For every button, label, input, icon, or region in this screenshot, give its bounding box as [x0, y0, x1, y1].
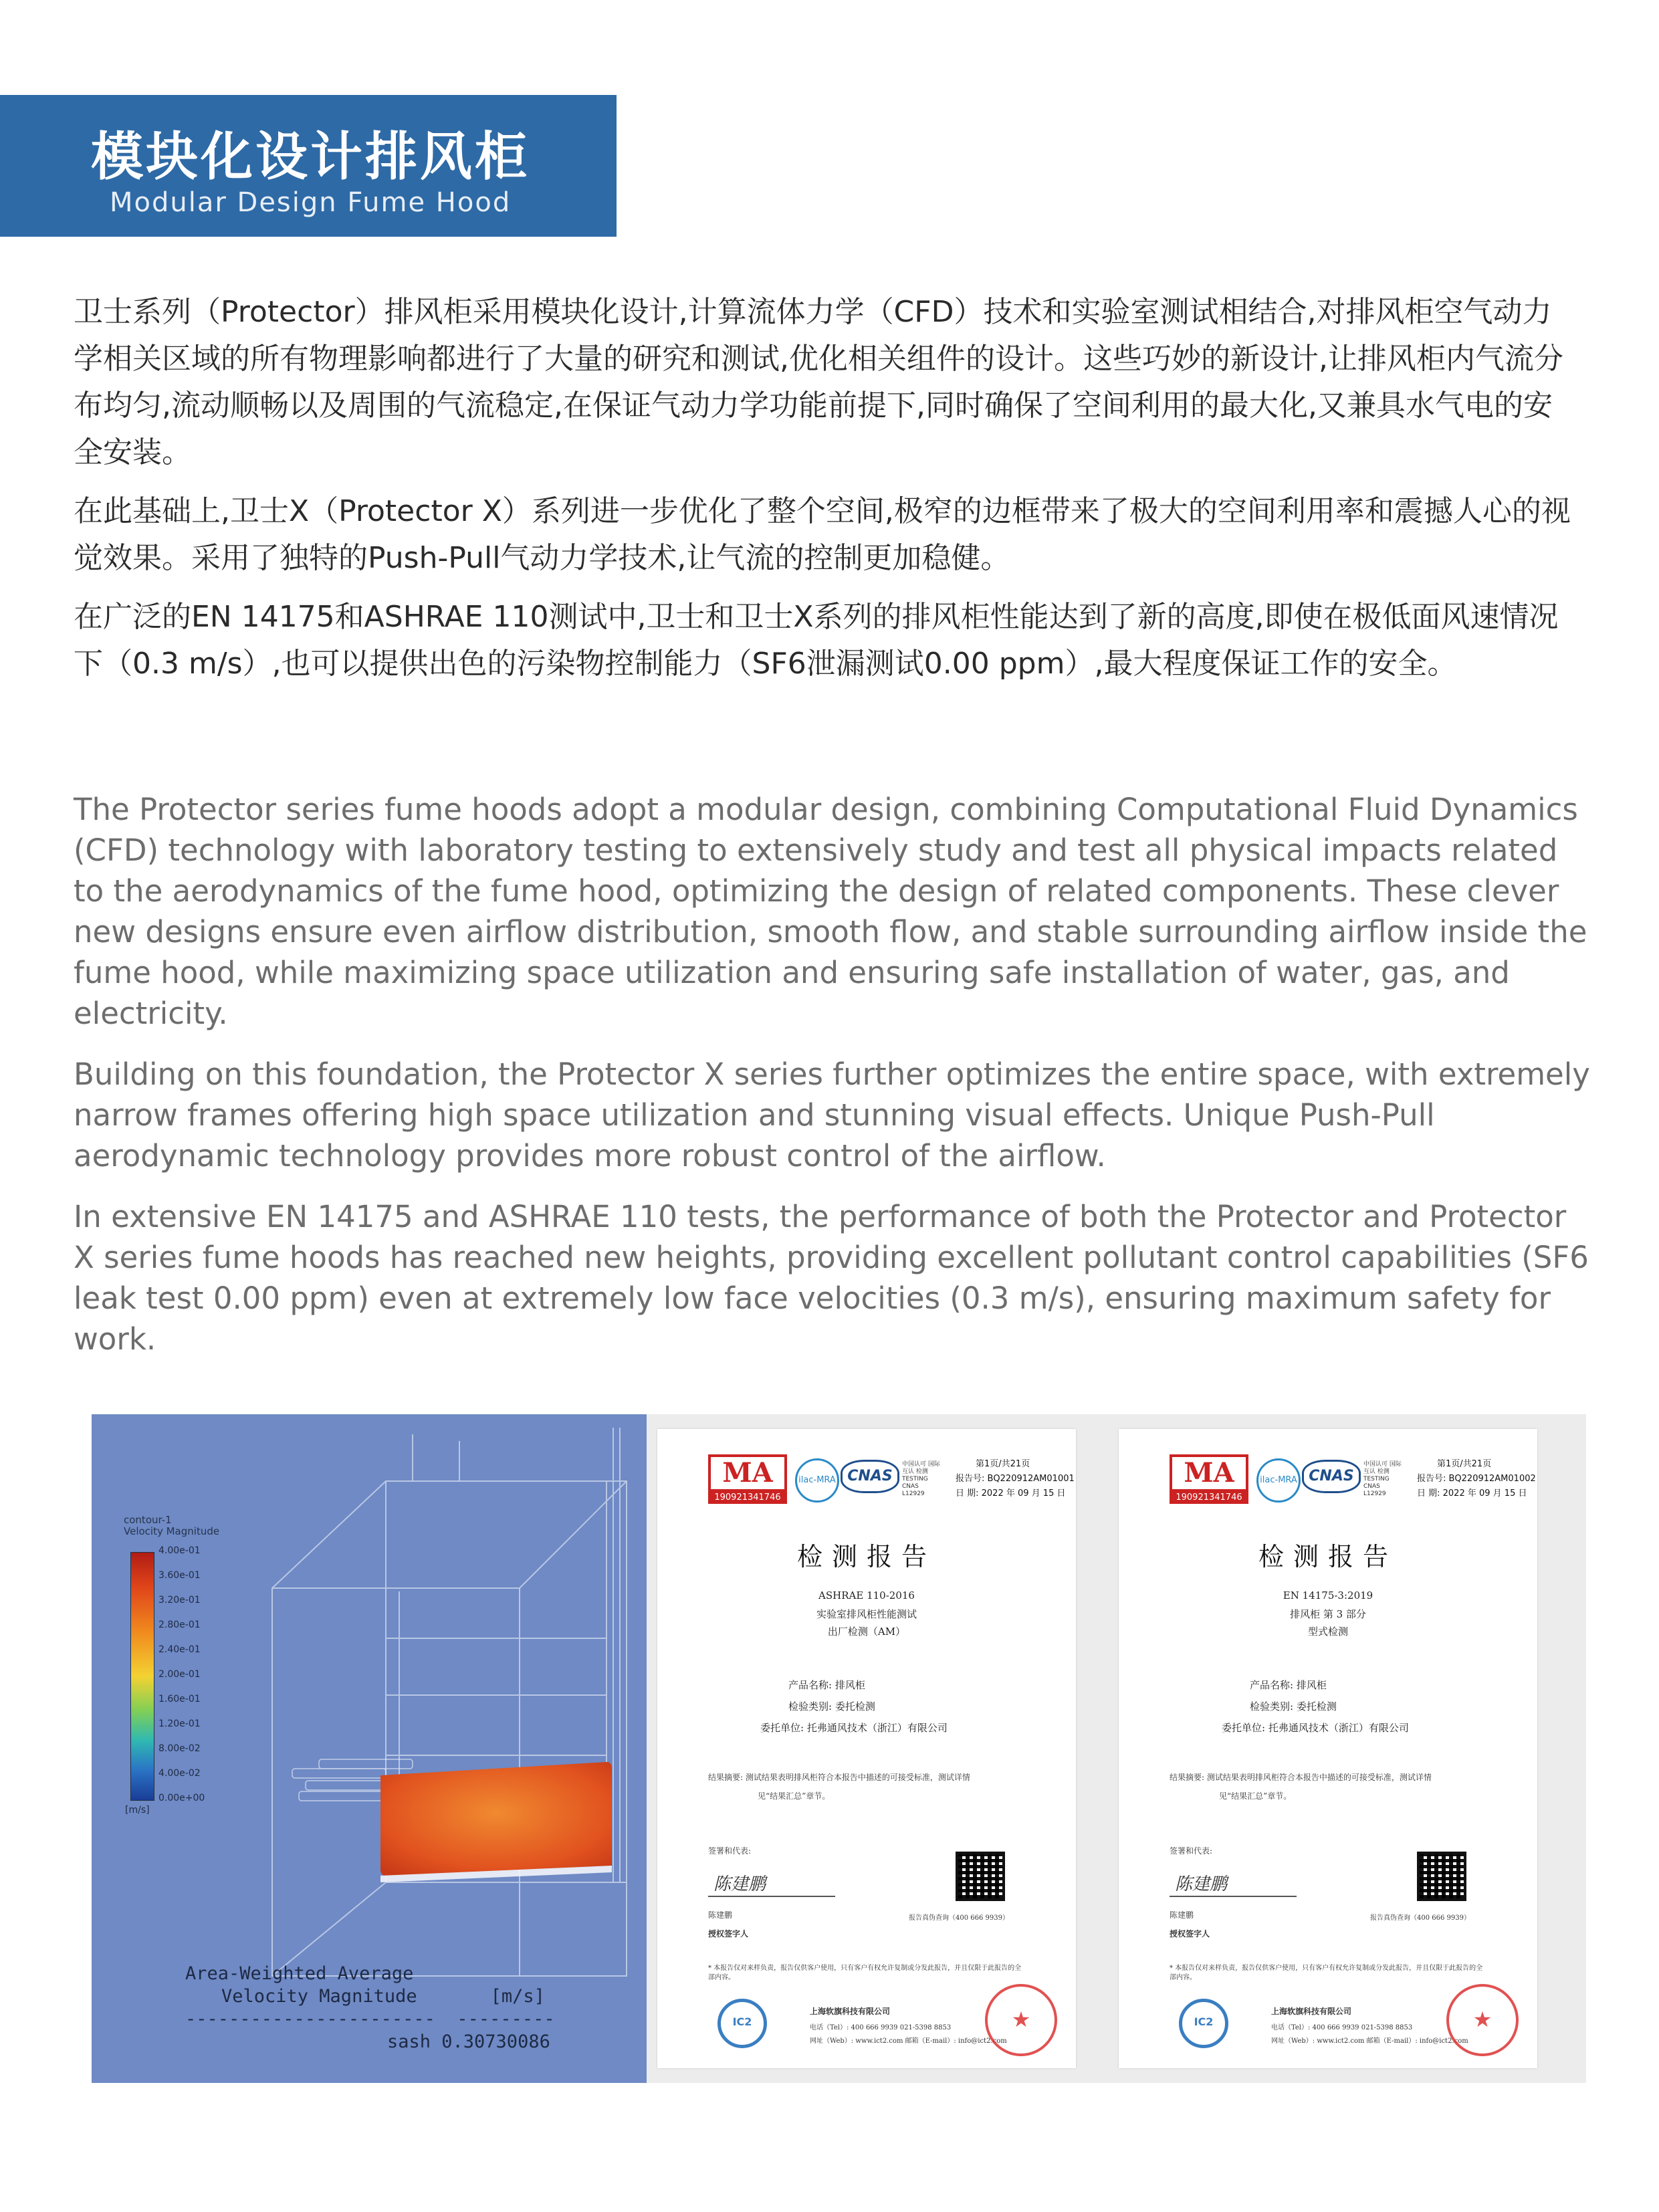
lab-company-name: 上海软旗科技有限公司 — [1271, 2007, 1352, 2016]
report-type: 出厂检测（AM） — [827, 1626, 906, 1638]
signature-line — [708, 1896, 835, 1897]
cnas-caption: 中国认可 国际互认 检测 TESTING CNAS L12929 — [1363, 1461, 1402, 1497]
cnas-logo: CNAS — [1302, 1460, 1361, 1493]
test-report-en14175 — [1119, 1429, 1537, 2068]
lab-phone: 电话（Tel）: 400 666 9939 021-5398 8853 — [1271, 2024, 1413, 2031]
legend-tick: 1.60e-01 — [158, 1694, 201, 1704]
lab-web: 网址（Web）: www.ict2.com 邮箱（E-mail）: info@ict2.com — [810, 2037, 1007, 2045]
area-weighted-average-readout — [185, 1963, 555, 2054]
cnas-caption: 中国认可 国际互认 检测 TESTING CNAS L12929 — [902, 1461, 940, 1497]
report-footnote: * 本报告仅对来样负责，报告仅供客户使用，只有客户有权允许复制或分发此报告，并且仅限于此报告的全部内容。 — [1170, 1965, 1483, 1981]
lab-company-name: 上海软旗科技有限公司 — [810, 2007, 891, 2016]
report-subject: 排风柜 第 3 部分 — [1290, 1608, 1366, 1620]
avg-unit: [m/s] — [490, 1986, 545, 2007]
report-number: 报告号: BQ220912AM01001 — [956, 1474, 1075, 1484]
ilac-mra-logo: ilac-MRA — [795, 1458, 839, 1503]
product-name: 产品名称: 排风柜 — [1250, 1679, 1327, 1691]
report-title: 检测报告 — [1258, 1542, 1398, 1571]
report-meta — [956, 1457, 1075, 1501]
legend-tick: 2.00e-01 — [158, 1669, 201, 1680]
paragraph-en-1: The Protector series fume hoods adopt a modular design, combining Computational Fluid Dynamics (CFD) technology with laboratory testing to extensively study and test all physical impacts related to the aerodynamics of the fume hood, optimizing the design of related components. These clever new designs ensure even airflow distribution, smooth flow, and stable surrounding airflow inside the fume hood, while maximizing space utilization and ensuring safe installation of water, gas, and electricity. — [74, 792, 1587, 1031]
ic2-logo — [717, 1999, 767, 2048]
test-report-ashrae — [657, 1429, 1076, 2068]
signer-name: 陈建鹏 — [708, 1910, 733, 1920]
legend-tick: 3.20e-01 — [158, 1595, 201, 1606]
handwritten-signature: 陈建鹏 — [1175, 1874, 1228, 1894]
cfd-simulation-image — [92, 1414, 647, 2083]
paragraph-en-2: Building on this foundation, the Protector X series further optimizes the entire space, with extremely narrow frames offering high space utilization and stunning visual effects. Unique Push-Pull aerodynamic technology provides more robust control of the airflow. — [74, 1057, 1590, 1174]
result-summary-line-1: 结果摘要: 测试结果表明排风柜符合本报告中描述的可接受标准，测试详情 — [708, 1773, 970, 1782]
paragraph-zh-2: 在此基础上,卫士X（Protector X）系列进一步优化了整个空间,极窄的边框带来了极大的空间利用率和震撼人心的视觉效果。采用了独特的Push-Pull气动力学技术,让气流的控制更加稳健。 — [74, 494, 1571, 575]
cma-number: 190921341746 — [708, 1492, 787, 1504]
avg-separator: ----------------------- --------- — [185, 2009, 555, 2029]
lab-phone: 电话（Tel）: 400 666 9939 021-5398 8853 — [810, 2024, 952, 2031]
color-scale-bar — [130, 1552, 154, 1801]
legend-tick: 3.60e-01 — [158, 1570, 201, 1581]
accreditation-logos — [1170, 1454, 1536, 1503]
signer-name: 陈建鹏 — [1170, 1910, 1194, 1920]
report-standard: ASHRAE 110-2016 — [818, 1589, 915, 1601]
report-footnote: * 本报告仅对来样负责，报告仅供客户使用，只有客户有权允许复制或分发此报告，并且仅限于此报告的全部内容。 — [708, 1965, 1022, 1981]
signer-role: 授权签字人 — [1170, 1929, 1210, 1939]
english-body — [74, 789, 1591, 1379]
page-count: 第1页/共21页 — [1437, 1459, 1492, 1469]
report-date: 日 期: 2022 年 09 月 15 日 — [1417, 1488, 1527, 1499]
legend-tick: 1.20e-01 — [158, 1719, 201, 1729]
sash-velocity-contour — [380, 1762, 612, 1876]
cma-logo: MA — [1170, 1454, 1248, 1492]
accreditation-logos — [708, 1454, 1075, 1503]
handwritten-signature: 陈建鹏 — [713, 1874, 766, 1894]
legend-tick: 4.00e-01 — [158, 1545, 201, 1556]
report-subject: 实验室排风柜性能测试 — [816, 1608, 917, 1620]
report-type: 型式检测 — [1307, 1626, 1348, 1638]
report-title: 检测报告 — [796, 1542, 936, 1571]
legend-title-line-2: Velocity Magnitude — [124, 1525, 220, 1537]
report-meta — [1417, 1457, 1536, 1501]
legend-tick: 4.00e-02 — [158, 1768, 201, 1779]
report-number: 报告号: BQ220912AM01002 — [1417, 1474, 1536, 1484]
paragraph-en-3: In extensive EN 14175 and ASHRAE 110 tests, the performance of both the Protector and Protector X series fume hoods has reached new heights, providing excellent pollutant control capabilities (SF6 leak test 0.00 ppm) even at extremely low face velocities (0.3 m/s), ensuring maximum safety for work. — [74, 1199, 1589, 1357]
figure-panel — [92, 1414, 1586, 2083]
inspection-category: 检验类别: 委托检测 — [1250, 1700, 1337, 1712]
cnas-logo: CNAS — [841, 1460, 899, 1493]
legend-tick: 2.40e-01 — [158, 1644, 201, 1655]
avg-label-line-1: Area-Weighted Average — [185, 1963, 414, 1984]
chinese-body — [74, 289, 1578, 699]
result-summary-line-1: 结果摘要: 测试结果表明排风柜符合本报告中描述的可接受标准，测试详情 — [1170, 1773, 1432, 1782]
inspection-category: 检验类别: 委托检测 — [788, 1700, 875, 1712]
page-subtitle: Modular Design Fume Hood — [110, 187, 512, 218]
report-date: 日 期: 2022 年 09 月 15 日 — [956, 1488, 1066, 1499]
page-title: 模块化设计排风柜 — [91, 127, 530, 187]
qr-code — [956, 1852, 1005, 1901]
avg-label-line-2: Velocity Magnitude — [221, 1986, 417, 2007]
legend-tick: 2.80e-01 — [158, 1620, 201, 1630]
qr-caption: 报告真伪查询（400 666 9939） — [1370, 1914, 1470, 1922]
signer-label: 签署和代表: — [708, 1846, 752, 1856]
client-name: 委托单位: 托弗通风技术（浙江）有限公司 — [1222, 1722, 1409, 1734]
signature-line — [1170, 1896, 1297, 1897]
official-seal — [985, 1984, 1057, 2056]
report-standard: EN 14175-3:2019 — [1283, 1589, 1373, 1601]
paragraph-zh-3: 在广泛的EN 14175和ASHRAE 110测试中,卫士和卫士X系列的排风柜性能达到了新的高度,即使在极低面风速情况下（0.3 m/s）,也可以提供出色的污染物控制能力（SF6泄漏测试0.00 ppm）,最大程度保证工作的安全。 — [74, 600, 1559, 681]
legend-tick: 8.00e-02 — [158, 1743, 201, 1754]
page-count: 第1页/共21页 — [976, 1459, 1030, 1469]
ic2-logo — [1179, 1999, 1228, 2048]
legend-title-line-1: contour-1 — [124, 1514, 172, 1526]
signer-role: 授权签字人 — [708, 1929, 749, 1939]
qr-code — [1417, 1852, 1466, 1901]
ilac-mra-logo: ilac-MRA — [1256, 1458, 1301, 1503]
title-banner — [0, 95, 617, 237]
ic2-logo-text: IC2 — [1194, 2015, 1214, 2028]
product-name: 产品名称: 排风柜 — [788, 1679, 865, 1691]
cma-number: 190921341746 — [1170, 1492, 1248, 1504]
result-summary-line-2: 见“结果汇总”章节。 — [758, 1791, 831, 1801]
client-name: 委托单位: 托弗通风技术（浙江）有限公司 — [760, 1722, 948, 1734]
lab-web: 网址（Web）: www.ict2.com 邮箱（E-mail）: info@ict2.com — [1271, 2037, 1468, 2045]
avg-value: sash 0.30730086 — [387, 2031, 550, 2052]
legend-title — [124, 1515, 219, 1537]
signer-label: 签署和代表: — [1170, 1846, 1213, 1856]
qr-caption: 报告真伪查询（400 666 9939） — [909, 1914, 1009, 1922]
legend-tick: 0.00e+00 — [158, 1793, 205, 1803]
legend-unit: [m/s] — [125, 1805, 150, 1815]
paragraph-zh-1: 卫士系列（Protector）排风柜采用模块化设计,计算流体力学（CFD）技术和实验室测试相结合,对排风柜空气动力学相关区域的所有物理影响都进行了大量的研究和测试,优化相关组件的设计。这些巧妙的新设计,让排风柜内气流分布均匀,流动顺畅以及周围的气流稳定,在保证气动力学功能前提下,同时确保了空间利用的最大化,又兼具水气电的安全安装。 — [74, 295, 1563, 469]
official-seal — [1446, 1984, 1519, 2056]
ic2-logo-text: IC2 — [732, 2015, 752, 2028]
result-summary-line-2: 见“结果汇总”章节。 — [1219, 1791, 1292, 1801]
cma-logo: MA — [708, 1454, 787, 1492]
